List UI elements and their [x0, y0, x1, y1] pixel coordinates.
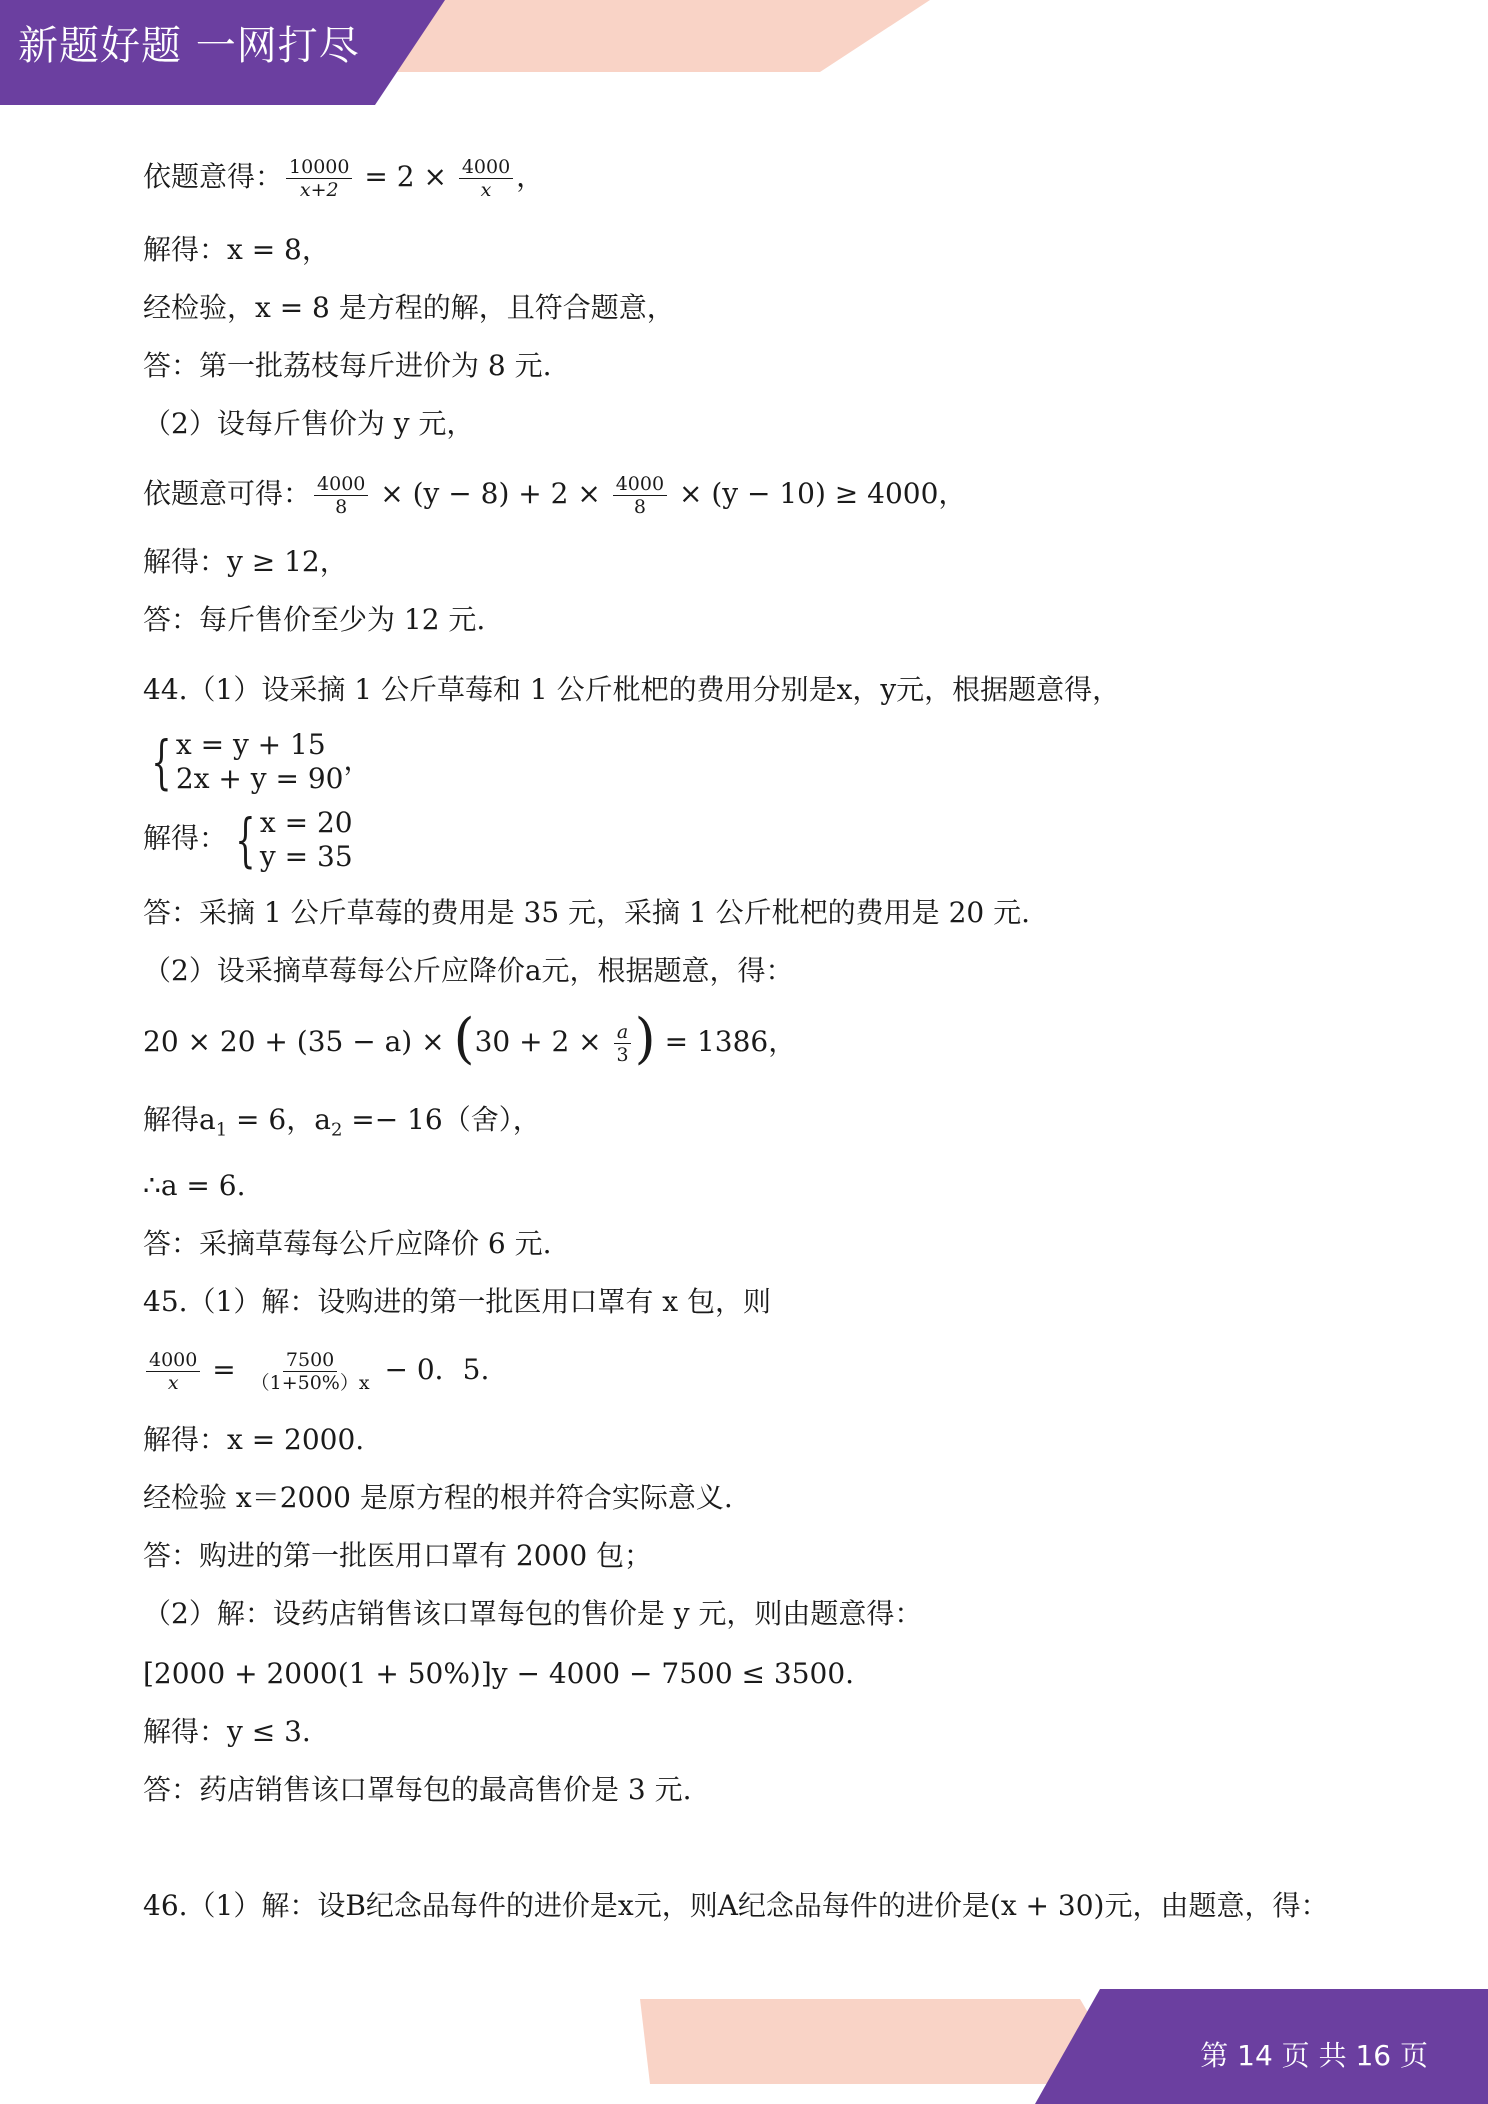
- text: 依题意可得：: [143, 477, 312, 510]
- numerator: a: [614, 1021, 631, 1044]
- text: 解得：: [143, 821, 228, 855]
- subscript: 1: [215, 1119, 228, 1141]
- line-23: （2）解：设药店销售该口罩每包的售价是 y 元，则由题意得：: [143, 1597, 923, 1630]
- line-18: 45.（1）解：设购进的第一批医用口罩有 x 包，则: [143, 1285, 771, 1318]
- text: ，: [343, 743, 372, 777]
- line-22: 答：购进的第一批医用口罩有 2000 包；: [143, 1539, 653, 1572]
- line-20: 解得：x = 2000.: [143, 1423, 365, 1456]
- line-13: （2）设采摘草莓每公斤应降价a元，根据题意，得：: [143, 954, 794, 987]
- subscript: 2: [330, 1119, 343, 1141]
- fraction: [314, 473, 368, 518]
- text: × (y − 10) ≥ 4000，: [670, 477, 967, 510]
- brace-icon: {: [151, 728, 172, 796]
- text: = 6，a: [227, 1103, 331, 1136]
- line-24: [2000 + 2000(1 + 50%)]y − 4000 − 7500 ≤ 3500.: [143, 1657, 855, 1690]
- solution-system: [227, 806, 353, 874]
- denominator: 8: [335, 496, 348, 518]
- line-7: 解得：y ≥ 12，: [143, 545, 348, 578]
- line-15: [143, 1100, 541, 1140]
- text: ，: [516, 160, 545, 193]
- numerator: 4000: [314, 473, 368, 496]
- paren-open: (: [453, 1007, 475, 1070]
- denominator: x: [480, 179, 492, 201]
- line-3: 经检验，x = 8 是方程的解，且符合题意，: [143, 291, 675, 324]
- equation-row: x = y + 15: [175, 728, 326, 761]
- numerator: 10000: [286, 156, 352, 179]
- line-19: [143, 1346, 489, 1394]
- line-8: 答：每斤售价至少为 12 元.: [143, 603, 486, 636]
- fraction: [286, 156, 352, 201]
- header-title: 新题好题 一网打尽: [18, 23, 360, 69]
- equation-row: x = 20: [259, 806, 353, 839]
- fraction: [459, 156, 513, 201]
- line-12: 答：采摘 1 公斤草莓的费用是 35 元，采摘 1 公斤枇杷的费用是 20 元.: [143, 896, 1030, 929]
- denominator: x: [167, 1372, 179, 1394]
- line-16: ∴a = 6.: [143, 1169, 246, 1202]
- numerator: 4000: [613, 473, 667, 496]
- text: − 0．5.: [375, 1353, 490, 1386]
- numerator: 4000: [459, 156, 513, 179]
- text: = 2 ×: [355, 160, 456, 193]
- line-5: （2）设每斤售价为 y 元，: [143, 407, 475, 440]
- equation-system: [143, 728, 343, 796]
- denominator: x+2: [299, 179, 339, 201]
- denominator: 3: [616, 1044, 629, 1066]
- page-number: 第 14 页 共 16 页: [1200, 2039, 1428, 2072]
- line-2: 解得：x = 8，: [143, 233, 330, 266]
- line-10-system: [143, 728, 372, 804]
- line-21: 经检验 x＝2000 是原方程的根并符合实际意义.: [143, 1481, 733, 1514]
- fraction: [613, 473, 667, 518]
- line-9: 44.（1）设采摘 1 公斤草莓和 1 公斤枇杷的费用分别是x，y元，根据题意得，: [143, 673, 1121, 706]
- line-14: [143, 1007, 797, 1070]
- denominator: （1+50%）x: [250, 1372, 370, 1394]
- text: =: [203, 1353, 245, 1386]
- text: 依题意得：: [143, 160, 284, 193]
- fraction: [248, 1349, 373, 1394]
- fraction: [146, 1349, 200, 1394]
- line-1: [143, 156, 545, 201]
- text: 20 × 20 + (35 − a) ×: [143, 1025, 454, 1058]
- text: 解得a: [143, 1103, 216, 1136]
- line-27: 46.（1）解：设B纪念品每件的进价是x元，则A纪念品每件的进价是(x + 30)元，由题意，得：: [143, 1889, 1329, 1922]
- text: = 1386，: [655, 1025, 797, 1058]
- equation-row: y = 35: [259, 840, 353, 873]
- text: × (y − 8) + 2 ×: [371, 477, 610, 510]
- fraction: [614, 1021, 632, 1066]
- line-25: 解得：y ≤ 3.: [143, 1715, 311, 1748]
- line-4: 答：第一批荔枝每斤进价为 8 元.: [143, 349, 552, 382]
- numerator: 7500: [283, 1349, 337, 1372]
- numerator: 4000: [146, 1349, 200, 1372]
- line-17: 答：采摘草莓每公斤应降价 6 元.: [143, 1227, 552, 1260]
- denominator: 8: [633, 496, 646, 518]
- line-11-solution: [143, 806, 353, 882]
- paren-close: ): [634, 1007, 656, 1070]
- brace-icon: {: [235, 806, 256, 874]
- line-6: [143, 473, 967, 518]
- header-pink-stripe: [380, 0, 930, 72]
- equation-row: 2x + y = 90: [175, 762, 344, 795]
- line-26: 答：药店销售该口罩每包的最高售价是 3 元.: [143, 1773, 692, 1806]
- text: =− 16（舍），: [342, 1103, 541, 1136]
- text: 30 + 2 ×: [474, 1025, 611, 1058]
